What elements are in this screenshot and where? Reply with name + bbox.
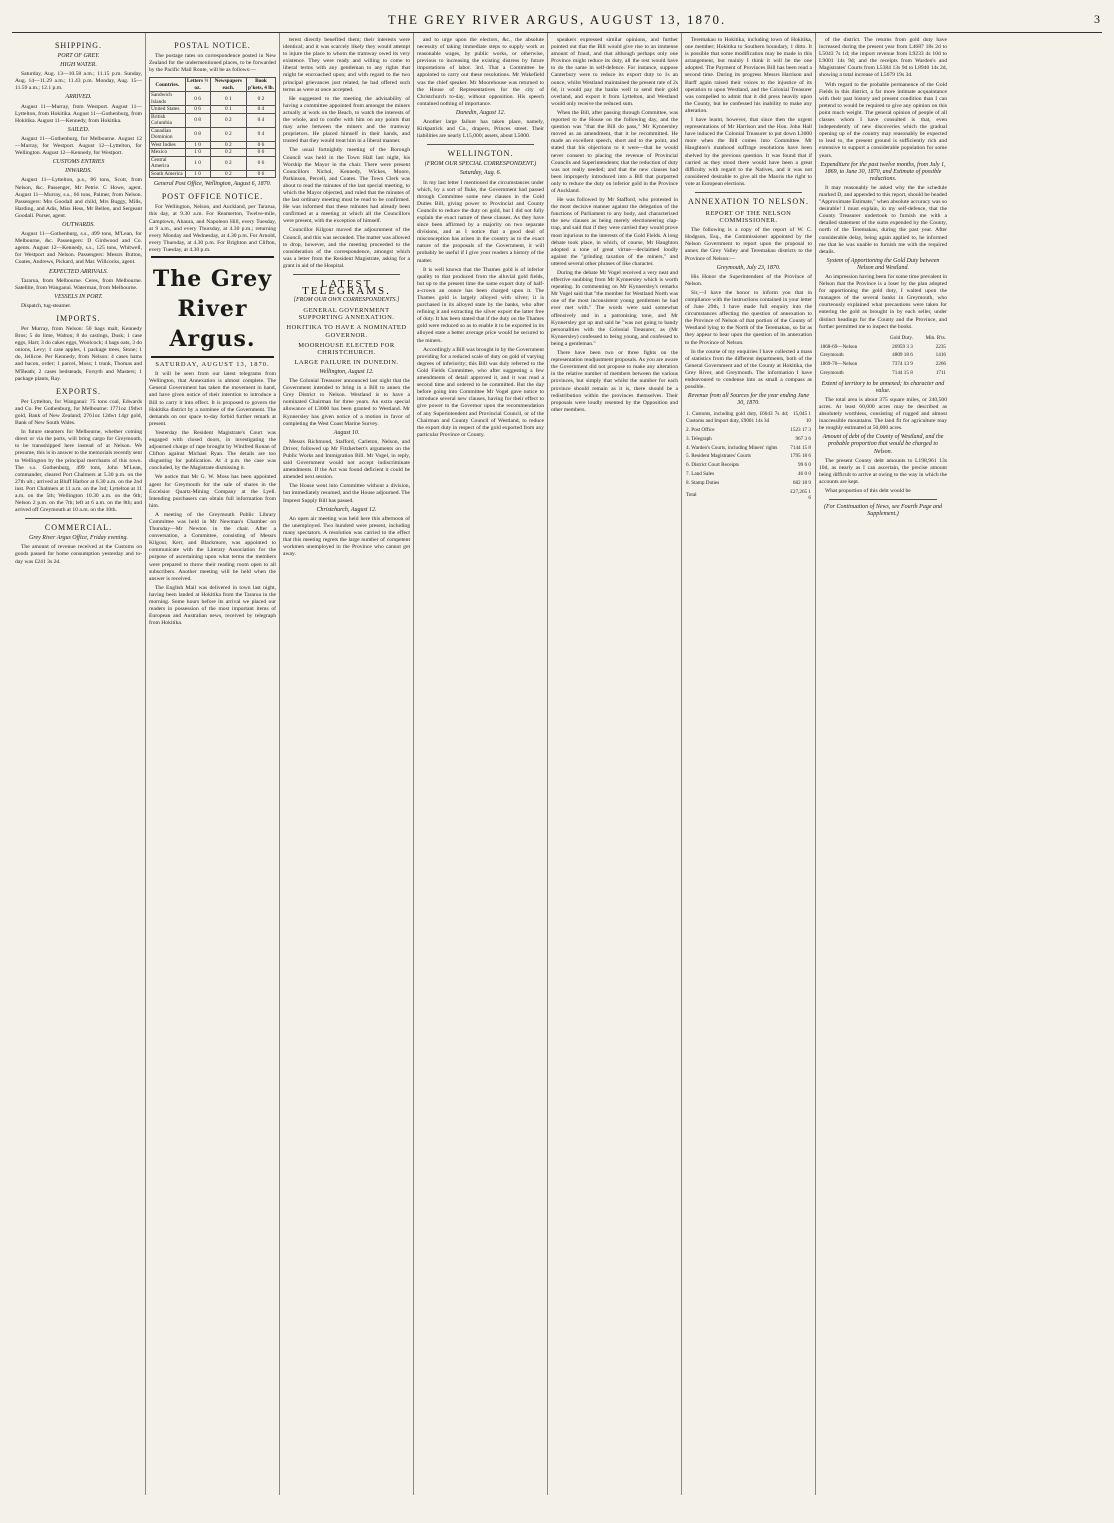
annexation-heading: ANNEXATION TO NELSON. [688, 196, 809, 206]
cell: 4809 18 6 [892, 352, 913, 359]
dateline: SATURDAY, AUGUST 13, 1870. [155, 361, 270, 369]
cell: 2. Post Office [686, 427, 715, 433]
cell: 0 6 [246, 141, 275, 149]
cell: 0 2 [210, 149, 246, 157]
cell: 1 0 [185, 141, 210, 149]
leader-paragraph: The English Mail was delivered in town last night, having been landed at Hokitika from the Tararua in the morning. Some hours before its arrival we placed our readers in possession of the most important items of European and Australian news, received by telegraph from Hokitika. [149, 584, 276, 627]
cell: 1 0 [185, 156, 210, 170]
vessels-in-port: Dispatch, tug-steamer. [21, 302, 72, 309]
expenditure-title: Expenditure for the past twelve months, from July 1, 1869, to June 30, 1870, and Estimate of possible reductions. [820, 161, 946, 182]
report-paragraph: Sir,—I have the honor to inform you that in compliance with the instructions contained in your letter of June 29th, I have made full enquiry into the circumstances affecting the question of annexation to the Province of Nelson of that portion of the County of Westland lying to the North of the Teremakau, so far as they appear to bear upon the question of its annexation to the Province of Nelson. [685, 289, 812, 346]
column-1 [12, 33, 146, 1495]
cell: 0 2 [210, 141, 246, 149]
cell: 15,045 1 10 [792, 411, 811, 425]
cell: 0 2 [210, 113, 246, 127]
cell: 1 0 [185, 149, 210, 157]
article-paragraph: speakers expressed similar opinions, and further pointed out that the Bill would give rise to an immense amount of fraud, and that although perhaps only one Province might reduce its duty, all the rest would have to do the same in self-defence. For instance, suppose Canterbury were to reduce its export duty to 1s an ounce, whilst Westland maintained the present rate of 2s 6d, it would pay the banks well to send their gold overland, and export it from Lyttelton, and Westland would only receive the reduced sum. [551, 37, 678, 107]
cell: 0 2 [210, 127, 246, 141]
revenue-table [685, 410, 812, 503]
cell: 7. Land Sales [686, 470, 715, 477]
cell: 0 6 [185, 92, 210, 106]
port-heading: PORT OF GREY. [57, 53, 100, 59]
column-3 [280, 33, 414, 1495]
po-notice-text: For Wellington, Nelson, and Auckland, per Tararua, this day, at 9.30 a.m. For Reamerton, Twelve-mile, Camptown, Ahaura, and Napoleon Hill, every Tuesday, at 9 a.m., and every Thursday, at 4.30 p.m.; returning every Monday and Wednesday, at 4.30 p.m. For Arnold, every Thursday, at 4.30 p.m. For Brighton and Clifton, every Tuesday, at 4.30 p.m. [149, 204, 276, 253]
cell: 0 6 [246, 156, 275, 170]
table-row [685, 444, 812, 453]
gold-duty-table [819, 334, 947, 378]
masthead-rule [151, 256, 274, 258]
report-intro: The following is a copy of the report of W. C. Hodgson, Esq., the Commissioner appointed by the Nelson Government to report upon the proposal to annex the Grey Valley and Teremakau districts to the Province of Nelson:— [685, 227, 812, 262]
cell: 3. Telegraph [686, 435, 712, 442]
table-header-row [819, 334, 947, 343]
report-addressee: His Honor the Superintendent of the Province of Nelson. [685, 273, 812, 287]
cell: British Columbia [150, 113, 186, 127]
cell [819, 334, 877, 343]
column-6 [682, 33, 816, 1495]
postal-notice-heading: POSTAL NOTICE. [174, 41, 251, 50]
cell: Mexico [150, 149, 186, 157]
cell: 0 6 [246, 170, 275, 178]
total-label: Total [686, 491, 697, 498]
table-row [819, 369, 947, 378]
tide-times: Saturday, Aug. 13—10.58 a.m.; 11.15 p.m. Sunday, Aug. 14—11.29 a.m.; 11.43 p.m. Monday, Aug. 15—11.59 a.m.; 12.1 p.m. [15, 71, 142, 92]
cell: 0 6 [185, 106, 210, 114]
article-paragraph: Teremakau to Hokitika, including town of Hokitika, one member; Hokitika to Southern boundary, 1 ditto. It is possible that some modification may be made in this arrangement, but mainly I think it will be the one adopted. The Payment of Provinces Bill has been read a second time. During its progress Messrs Harrison and Barff again raised their voices to the injustice of its operation to upon Westland, and the Colonial Treasurer was compelled to admit that it did press heavily upon the County, but he confessed his inability to make any alteration. [685, 37, 812, 114]
shipping-news: In future steamers for Melbourne, whether coming direct or via the ports, will bring cargo for Greymouth, to be transshipped here instead of at Nelson. We presume, this is in answer to the memorials recently sent to Wellington by the principal merchants of this town. The s.s. Gothenburg, 499 tons, John M'Lean, commander, cleared Port Chalmers at 5.30 p.m. on the 27th ult.; arrived at Bluff Harbor at 6.30 a.m. on the 2nd inst. Port Chalmers at 11 a.m. on the 3rd; Lyttelton at 11 a.m. on the 5th; Wellington 10.30 a.m. on the 6th; Nelson 2 p.m. on the 7th; left at 6 a.m. on the 8th; and arrived off Greymouth at 10 a.m. on the 10th. [15, 429, 142, 514]
report-paragraph: The total area is about 375 square miles, or 240,500 acres. At least 60,000 acres may be described as absolutely worthless, consisting of rugged and almost inaccessible mountains. The land fit for agriculture may be roughly estimated at 50,000 acres. [819, 396, 947, 432]
masthead: The Grey River Argus. [152, 266, 273, 353]
newspaper-page [12, 8, 1102, 1501]
column-5 [548, 33, 682, 1495]
rates-col-header: Letters ½ oz. [186, 78, 209, 91]
table-row [150, 149, 276, 157]
table-row [150, 106, 276, 114]
cell: 26959 3 3 [892, 343, 913, 350]
cell: 1 0 [185, 170, 210, 178]
cell: 1869-70—Nelson [820, 361, 858, 368]
cell: Sandwich Islands [150, 92, 186, 106]
article-paragraph: When the Bill, after passing through Committee, was reported to the House on the following day, and the question was "that the Bill do pass," Mr Kynnersley moved as an amendment, that it be recommitted. He made an excellent speech, short and to the point, and stated that his objections to it were—that he would never consent to placing the revenue of Provincial Councils and Superintendents; that the reduction of duty was not really needed; and that the new clauses had been improperly introduced into a Bill that purported only to reduce the duty on inferior gold in the Province of Auckland. [551, 109, 678, 194]
cell: 46 0 0 [798, 470, 811, 477]
leader-paragraph: We notice that Mr G. W. Moss has been appointed agent for Greymouth for the sale of shares in the Excelsior Quartz-Mining Company at the Lyell. Intending purchasers can obtain full information from him. [149, 474, 276, 509]
column-2 [146, 33, 280, 1495]
telegram-headline: MOORHOUSE ELECTED FOR CHRISTCHURCH. [298, 341, 395, 356]
sailed-list: August 11—Gothenburg, for Melbourne. August 12—Murray, for Westport. August 12—Lyttelton, for Wellington. August 12—Kennedy, for Westport. [15, 135, 142, 157]
report-date: Greymouth, July 23, 1870. [716, 264, 781, 271]
cell: 0 1 [210, 92, 246, 106]
wellington-date: Saturday, Aug. 6. [459, 170, 502, 177]
cell: 1868-69—Nelson [820, 343, 858, 350]
commercial-subheading: Grey River Argus Office, Friday evening. [29, 535, 128, 542]
report-paragraph: An impression having been for some time prevalent in Nelson that the Province is a loser by the plan adopted for apportioning the gold duty, I waited upon the managers of the several banks in Greymouth, who courteously explained what precautions were taken for entering the gold as brought in by each seller, under distinct headings for the County and the Province, and further permitted me to inspect the books. [819, 274, 947, 330]
rates-col-header: Book p'kets, 4 lb. [248, 78, 274, 91]
table-row [819, 351, 947, 360]
article-paragraph: It is well known that the Thames gold is of inferior quality to that produced from the alluvial gold fields, but up to the present time the same export duty of half-a-crown an ounce has been charged upon it. The Thames gold is largely alloyed with silver; it is purchased in its alloyed state by the banks, who after refining it and extracting the silver export the latter free of duty. It has been stated that if the duty on the Thames gold were reduced so as to enable it to be exported in its alloyed state a better average price would be secured to the miners. [417, 266, 544, 344]
total-value: £27,265 1 6 [790, 488, 812, 502]
cell: 967 3 6 [795, 435, 811, 442]
cell: 1711 [935, 369, 946, 376]
cell: 682 18 9 [792, 479, 811, 486]
cell: 0 6 [246, 149, 275, 157]
report-paragraph: In the course of my enquiries I have collected a mass of statistics from the different departments, both of the General Government and of the County at Hokitika, the Grey River, and Greymouth. The information I have endeavoured to condense into as small a compass as possible. [685, 348, 812, 391]
cell: United States [150, 106, 186, 114]
report-paragraph: With regard to the probable permanence of the Gold Fields in this district, a far more intimate acquaintance with their past history and present condition than I can pretend to would be required to give any opinion on this point much weight. The general opinion of people of all classes whom I have consulted is that, even independently of new discoveries which the gradual opening up of the country may reasonably be expected to lead to, the present ground is sufficiently rich and extensive to support a considerable population for some years. [819, 81, 947, 159]
cell: 0 4 [246, 127, 275, 141]
vessels-heading: VESSELS IN PORT. [54, 293, 103, 300]
cell: 0 4 [246, 113, 275, 127]
exports-heading: EXPORTS. [55, 386, 102, 396]
high-water-heading: HIGH WATER. [60, 62, 97, 69]
exports-text: Per Lyttelton, for Wanganui: 75 tons coal, Edwards and Co. Per Gothenburg, for Melbourne: 1771oz 19dwt gold, Bank of New Zealand; 2761oz 12dwt 14gr gold, Bank of New South Wales. [15, 398, 142, 427]
cell: Min. R'ts. [925, 334, 946, 341]
article-paragraph: In my last letter I mentioned the circumstances under which, by a sort of fluke, the Government had passed through Committee some new clauses in the Gold Duties Bill, giving power to Provincial and County Councils to reduce the duty on gold, but I did not fully explain the exact nature of these clauses. As they have since been affirmed by a majority on two separate divisions, and as I notice that a good deal of misconception has arisen in the country as to the exact nature of the proposals of the Government, it will probably be useful if I give your readers a history of the matter. [417, 179, 544, 264]
shipping-heading: SHIPPING. [54, 41, 102, 50]
inwards-heading: INWARDS. [65, 168, 92, 175]
cell: 0 8 [185, 113, 210, 127]
cell: Gold Duty. [889, 334, 913, 341]
divider [695, 192, 802, 193]
leader-paragraph: A meeting of the Greymouth Public Library Committee was held in Mr Newman's Chamber on Thursday—Mr Newton in the chair. After a conversation, a Committee, consisting of Messrs Kilgour, Kerr, and Blackmore, was appointed to communicate with the Literary Association for the purpose of ascertaining upon what terms the members were prepared to throw their reading room open to all subscribers. Another meeting will be held when the answer is received. [149, 511, 276, 582]
telegram-dateline: Dunedin, August 12. [455, 109, 506, 116]
postal-signature: General Post Office, Wellington, August 6, 1870. [153, 181, 272, 188]
annexation-subheading: REPORT OF THE NELSON COMMISSIONER. [705, 209, 792, 225]
table-row [150, 127, 276, 141]
divider [427, 144, 534, 145]
report-paragraph: What proportion of this debt would be [825, 488, 911, 495]
article-paragraph: I have learnt, however, that since then the urgent representations of Mr Harrison and the Hon. John Hall have induced the Colonial Treasurer to put down L3000 more when the Bill comes into Committee. Mr Haughton's manhood suffrage resolutions have been shelved by the previous question. It was found that if carried as they stood there would have been a great difficulty with regard to the Natives, and it was not considered desirable to give all the Maoris the right to vote at European elections. [685, 117, 812, 187]
table-row [685, 452, 812, 461]
arrived-heading: ARRIVED. [65, 94, 92, 101]
cell: 4. Warden's Courts, including Miners' rights [686, 444, 778, 451]
commercial-heading: COMMERCIAL. [44, 523, 113, 533]
cell: 99 6 0 [798, 462, 811, 469]
cell: 0 2 [210, 170, 246, 178]
table-row [150, 113, 276, 127]
article-paragraph: There have been two or three fights on the representation readjustment proposals. As you are aware the Government did not propose to make any alteration in the relative number of members between the various provinces, but simply that whilst the number for each province should remain as it is, there should be a redistribution within the provinces themselves. Their proposals were loudly resented by the Opposition and other members. [551, 350, 678, 413]
table-row [685, 435, 812, 444]
table-row [150, 141, 276, 149]
article-paragraph: and to urge upon the electors, &c., the absolute necessity of taking immediate steps to supply work at reasonable wages, by public works, or otherwise, previous to increasing the existing distress by future importations of labor. 3rd. That a Committee be appointed to carry out these resolutions. Mr Wakefield was the chief speaker. Mr Moorehouse was returned to the House of Representatives for the city of Christchurch to-day, without opposition. His speech contained nothing of importance. [417, 37, 544, 107]
cell: 2266 [935, 361, 946, 368]
cell: Greymouth [820, 352, 844, 359]
customs-heading: CUSTOMS ENTRIES [52, 159, 105, 166]
telegram-text: The Colonial Treasurer announced last night that the Government intended to bring in a Bill to annex the Grey District to Nelson. Westland is to have a nominated Chairman for three years. An extra special allowance of L3000 has been granted to Westland. Mr Kynnersley has given notice of a motion in favor of completing the West Coast Marine Survey. [283, 378, 410, 427]
cell: 0 8 [185, 127, 210, 141]
table-row [685, 410, 812, 426]
table-total-row [685, 488, 812, 504]
cell: 0 2 [210, 156, 246, 170]
telegram-dateline: Christchurch, August 12. [316, 506, 377, 513]
cell: Greymouth [820, 369, 844, 376]
cell: 7374 13 9 [892, 361, 913, 368]
cell: 0 2 [246, 92, 275, 106]
gold-duty-title: System of Apportioning the Gold Duty between Nelson and Westland. [826, 257, 940, 271]
postal-notice-text: The postage rates on correspondence posted in New Zealand for the undermentioned places, to be forwarded by the Pacific Mail Route, will be as follows:— [149, 53, 276, 74]
divider [25, 518, 132, 519]
table-row [819, 343, 947, 352]
article-paragraph: During the debate Mr Vogel received a very neat and effective snubbing from Mr Kynnersley which is worth repeating. In commenting on Mr Kynnersley's remarks Mr Vogel said that "the member for Westland North was one of the most inconsistent young gentlemen he had ever met with." The words were said somewhat offensively and in a patronising tone, and Mr Kynnersley got up and said he "was not going to bandy personalities with the Colonial Treasurer, as (Mr Kynnersley) confessed to being young, and confessed to being a gentleman." [551, 270, 678, 347]
cell: 1. Customs, including gold duty, £6043 7s 4d; Customs and Import duty, £9001 14s 3d [686, 411, 789, 425]
customs-inwards: August 11—Lyttelton, p.s., 86 tons, Scott, from Nelson, &c. Passenger, Mr Petrie. C Howe, agent. August 11—Murray, s.s., 66 tons, Palmer, from Nelson. Passengers: Mrs Goodall and child, Mrs Buggy, Mills, Harding, and Adis, Miss Hess, Mr Bellen, and Sergeant Goodall. Purser, agent. [15, 177, 142, 219]
article-paragraph: He was followed by Mr Stafford, who protested in the most decisive manner against the delegation of the functions of Parliament to any body, and characterised the new clauses as being merely electioneering clap-trap, and said that if they were carried they would prove most injurious to the interests of the Gold Fields. A long debate took place, in which, of course, Mr Haughton adopted a tone of great virtue—declaimed loudly against the "grinding taxation of the miners," and uttered several other phrases of like character. [551, 197, 678, 267]
leader-paragraph: Yesterday the Resident Magistrate's Court was engaged with closed doors, in investigating the adjourned charge of rape brought by Winifred Ronan of Clifton against Michael Ryan. The details are too disgusting for publication. At 4 p.m. the case was concluded, by the Magistrate dismissing it. [149, 429, 276, 472]
telegram-headline: HOKITIKA TO HAVE A NOMINATED GOVERNOR. [286, 324, 407, 339]
columns [12, 33, 1102, 1495]
masthead-rule [151, 356, 274, 358]
revenue-title: Revenue from all Sources for the year ending June 30, 1870. [687, 393, 810, 407]
article-paragraph: Councillor Kilgour moved the adjournment of the Council, and this was seconded. The matter was allowed to drop, however, and the meeting proceeded to the consideration of the correspondence, amongst which was a letter from the Resident Magistrate, asking for a grant in aid of the Hospital. [283, 227, 410, 269]
cell: 5. Resident Magistrates' Courts [686, 453, 751, 460]
customs-outwards: August 11—Gothenburg, s.s., 499 tons, M'Lean, for Melbourne, &c. Passengers: D Girdwood and Co. agents. August 12—Kennedy, s.s., 125 tons, Whitwell, for Westport and Nelson. Passengers: Messrs Button, Coates, Andrews, Pickard, and Mar. Willcocks, agent. [15, 231, 142, 266]
outwards-heading: OUTWARDS. [62, 221, 95, 228]
table-row [685, 461, 812, 470]
column-4 [414, 33, 548, 1495]
cell: Central America [150, 156, 186, 170]
wellington-heading: WELLINGTON. [447, 149, 514, 159]
leader-paragraph: It will be seen from our latest telegrams from Wellington, that Annexation is almost complete. The General Government has taken the movement in hand, and have given notice of their intention to introduce a Bill to carry it into effect. It is proposed to govern the Hokitika district by a nominee of the Government. The demands on our space to-day forbid further remark at present. [149, 371, 276, 427]
report-paragraph: of the district. The returns from gold duty have increased during the present year from L4687 18s 2d to L5043 7s 1d; the import revenue from L9233 4s 10d to L9001 14s 9d; and the receipts from Warden's and Magistrates' Courts from L5384 13s 9d to L8940 14s 2d, showing a total increase of L5679 19s 3d. [819, 37, 947, 79]
postage-rates-table [149, 77, 276, 178]
telegram-text: Messrs Richmond, Stafford, Carleton, Nelson, and Driver, followed up Mr Fitzherbert's arguments on the Public Works and Immigration Bill. Mr Vogel, in reply, said Government would not accept indiscriminate amendments. If the Act was found deficient it could be amended next session. [283, 438, 410, 481]
table-row [150, 156, 276, 170]
expected-arrivals: Tararua, from Melbourne. Ceres, from Melbourne. Satellite, from Wanganui. Waterman, from Melbourne. [15, 277, 142, 291]
cell: 7144 15 8 [790, 444, 812, 451]
article-paragraph: Accordingly a Bill was brought in by the Government providing for a reduced scale of duty on gold of varying degrees of inferiority; this Bill was duly referred to the Gold Fields Committee, who after suggesting a few amendments of detail approved it, and it was read a second time and ordered to be committed. But the day before going into Committee Mr Vogel gave notice to introduce several new clauses, having for their effect to give power to the Governor upon the recommendation of any Superintendent and Provincial Council, or of the Chairman and County Council of Westland, to reduce the export duty in respect of the gold exported from any particular Province or County. [417, 346, 544, 438]
telegram-text: The House went into Committee without a division, but immediately resumed, and the House adjourned. The Imprest Supply Bill has passed. [283, 483, 410, 504]
cell: 0 4 [246, 106, 275, 114]
cell: 0 1 [210, 106, 246, 114]
debt-title: Amount of debt of the County of Westland, and the probable proportion that would be charged to Nelson. [822, 434, 944, 455]
running-head [12, 8, 1102, 33]
table-row [685, 426, 812, 435]
telegram-dateline: Wellington, August 12. [319, 368, 374, 375]
running-title: THE GREY RIVER ARGUS, AUGUST 13, 1870. [387, 12, 727, 27]
cell: 2235 [935, 343, 946, 350]
cell: 8. Stamp Duties [686, 479, 720, 486]
imports-heading: IMPORTS. [56, 314, 101, 323]
continuation-note: (For Continuation of News, see Fourth Page and Supplement.) [824, 504, 942, 518]
cell: 1523 17 3 [790, 427, 812, 433]
divider [293, 274, 400, 275]
page-number: 3 [1094, 12, 1100, 26]
article-paragraph: terest directly benefited them; their interests were identical; and it was scarcely likely they would attempt to injure the place to whom the tramway owed its very existence. They were ready and willing to come to liberal terms with any gentleman to any rights that might be encroached upon; and with regard to the two principal grievances just related, he had offered such terms as were at once accepted. [283, 37, 410, 93]
cell: South America [150, 170, 186, 178]
cell: 7144 15 8 [892, 369, 913, 376]
divider [829, 499, 937, 500]
telegrams-subheading: [FROM OUR OWN CORRESPONDENTS.] [293, 297, 400, 304]
sailed-heading: SAILED. [67, 126, 90, 133]
telegram-dateline: August 10. [333, 429, 360, 436]
column-7 [816, 33, 950, 1495]
telegram-headline: GENERAL GOVERNMENT SUPPORTING ANNEXATION. [298, 307, 395, 322]
telegrams-heading: LATEST TELEGRAMS. [302, 278, 391, 298]
table-row [685, 470, 812, 479]
table-row [819, 360, 947, 369]
article-paragraph: The usual fortnightly meeting of the Borough Council was held in the Town Hall last night, his Worship the Mayor in the chair. There were present Councillors Nichol, Kennedy, Wickes, Moore, Parkinson, Percell, and Coates. The Town Clerk was about to read the minutes of the last special meeting, to which the Mayor objected, and ruled that the minutes of the last ordinary meeting must be read to be confirmed. He was informed that these minutes had already been confirmed at a meeting at which all the Councillors were present, with the exception of himself. [283, 147, 410, 225]
article-paragraph: He suggested to the meeting the advisability of having a committee appointed from amongst the miners actually at work on the Beach, to watch the interests of the whole, and to confer with him on any points that may arise between the miners and the tramway proprietors. He placed himself in their hands, and trusted that they would treat him in a liberal manner. [283, 95, 410, 145]
cell: Canadian Dominion [150, 127, 186, 141]
telegram-headline: LARGE FAILURE IN DUNEDIN. [294, 358, 399, 366]
cell: West Indies [150, 141, 186, 149]
arrived-list: August 11—Murray, from Westport. August 11—Lyttelton, from Hokitika. August 11—Gothenburg, from Hokitika. August 11—Kennedy, from Hokitika. [15, 103, 142, 124]
extent-title: Extent of territory to be annexed; its character and value. [821, 380, 945, 394]
expected-heading: EXPECTED ARRIVALS. [48, 268, 109, 275]
rates-col-header: Countries. [150, 78, 186, 92]
telegram-text: Another large failure has taken place, namely, Kirkpatrick and Co., drapers, Princes street. Their liabilities are nearly L15,000; assets, about L5000. [417, 119, 544, 140]
telegram-text: An open air meeting was held here this afternoon of the unemployed. Two hundred were present, including many spectators. A resolution was carried to the effect that this meeting regrets the large number of competent workmen unemployed in the Province who cannot get away. [283, 515, 410, 558]
table-row [150, 92, 276, 106]
cell: 1416 [935, 352, 946, 359]
report-paragraph: The present County debt amounts to L198,961 13s 10d, as nearly as I can ascertain, the precise amount being difficult to arrive at owing to the way in which the accounts are kept. [819, 457, 947, 485]
commercial-text: The amount of revenue received at the Customs on goods passed for home consumption yesterday and to-day was £241 3s 2d. [15, 544, 142, 565]
wellington-subheading: (FROM OUR SPECIAL CORRESPONDENT.) [424, 161, 537, 168]
rates-col-header: Newspapers each. [210, 78, 246, 92]
imports-text: Per Murray, from Nelson: 50 bags malt, Kennedy Bros; 5 do lime, Walton; 8 do castings, Dusk; 1 case eggs, Hart; 3 do cakes eggs, Woolcock; 4 bags oats, 3 do onions, Levy; 1 case apples, 1 package trees, Stone; 1 do, Jellicoe. Per Kennedy, from Nelson: 4 cases hams and bacon, order; 1 parcel, Moss; 1 trunk, Thomas and M'Beath; 2 cases bedsteads, Forsyth and Masters; 1 package plants, Ray. [15, 326, 142, 382]
cell: 1795 18 6 [790, 453, 812, 460]
report-paragraph: It may reasonably be asked why the the schedule marked D, and appended to this report, should be headed "Approximate Estimate," when absolute accuracy was so desirable! I must explain, in my self-defence, that the County Treasurer undertook to furnish me with a detailed statement of the sums expended by the County, north of the Teremakau, during the past year. After considerable delay, being again applied to, he informed me that he was unable to furnish me with the required details. [819, 184, 947, 255]
table-row [685, 479, 812, 488]
cell: 6. District Court Receipts [686, 462, 740, 469]
table-row [150, 170, 276, 178]
po-notice-heading: POST OFFICE NOTICE. [161, 192, 264, 202]
